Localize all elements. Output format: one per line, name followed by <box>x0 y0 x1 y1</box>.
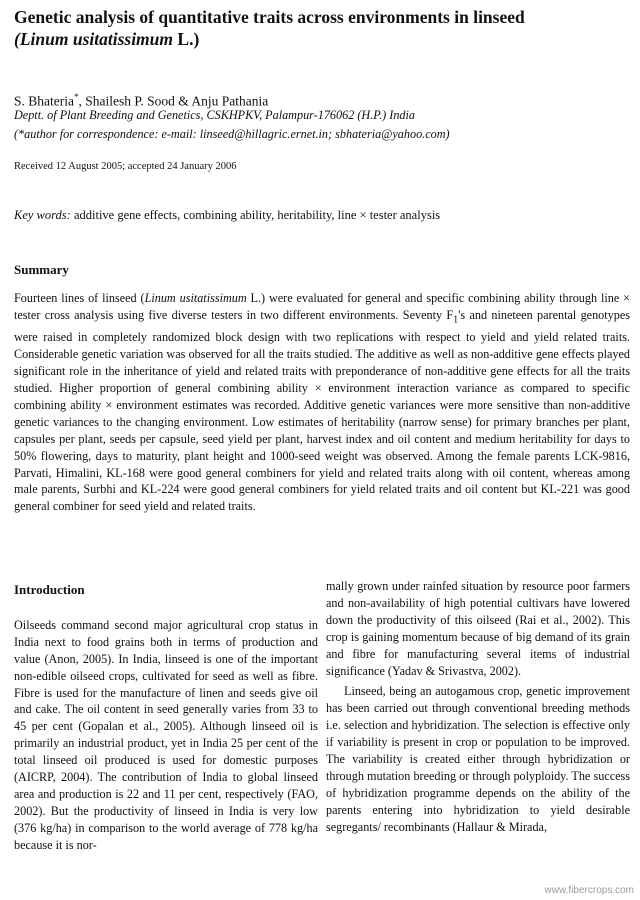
intro-right-paragraph-1: mally grown under rainfed situation by resource poor farmers and non-availability of high potential cultivars have lowered down the productivity of this oilseed (Rai et al., 2002). This crop is gaining momentum because of big demand of its grain and fibre for manufacturing several items of industrial significance (Yadav & Srivastva, 2002). <box>326 579 630 678</box>
intro-right-paragraph-2: Linseed, being an autogamous crop, genetic improvement has been carried out through conventional breeding methods i.e. selection and hybridization. The selection is effective only if variability is present in crop or population to be improved. The variability is created either through hybridization or through mutation breeding or through polyploidy. The success of hybridization programme depends on the ability of the parents entering into hybridization to yield desirable segregants/ recombinants (Hallaur & Mirada, <box>326 684 630 834</box>
summary-paragraph <box>14 290 630 515</box>
keywords-line <box>14 207 624 223</box>
summary-species: Linum usitatissimum <box>144 291 247 305</box>
left-column <box>14 578 318 854</box>
summary-subscript: 1 <box>453 314 459 326</box>
received-dates: Received 12 August 2005; accepted 24 January 2006 <box>14 161 237 172</box>
intro-left-paragraph: Oilseeds command second major agricultural crop status in India next to food grains both in terms of production and value (Anon, 2005). In India, linseed is one of the important non-edible oilseed crops, cultivated for seed as well as fibre. Fibre is used for the manufacture of linen and seeds give oil and cake. The oil content in seed generally varies from 33 to 45 per cent (Gopalan et al., 2005). Although linseed oil is primarily an industrial product, yet in India 25 per cent of the total linseed oil produced is used for domestic purposes (AICRP, 2004). The contribution of India to global linseed area and production is 22 and 11 per cent, respectively (FAO, 2002). But the productivity of linseed in India is very low (376 kg/ha) in comparison to the world average of 778 kg/ha because it is nor- <box>14 617 318 852</box>
corresponding-mark: * <box>74 92 79 102</box>
summary-text-2: L.) were evaluated for general and specific combining ability through line × tester cross analysis using five diverse testers in two different environments. Seventy F <box>14 291 630 322</box>
title-authority: L.) <box>173 29 200 49</box>
article-title <box>14 6 624 50</box>
title-main: Genetic analysis of quantitative traits across environments in linseed <box>14 7 525 27</box>
introduction-heading: Introduction <box>14 582 85 597</box>
keywords-label: Key words: <box>14 208 71 222</box>
site-watermark: www.fibercrops.com <box>544 885 634 896</box>
summary-heading: Summary <box>14 262 69 277</box>
author-first: S. Bhateria <box>14 93 74 109</box>
summary-text-3: 's and nineteen parental genotypes were raised in completely randomized block design with two replications with respect to yield and yield related traits. Considerable genetic variation was observed for all the traits studied. The additive as well as non-additive gene effects played significant role in the inheritance of yield and related traits with preponderance of non-additive gene effects for all the traits studied. Higher proportion of general combining ability × environment interaction variance as compared to specific combining ability × environment estimates was recorded. Additive genetic variances were more sensitive than non-additive genetic variances to the changing environment. Low estimates of heritability (narrow sense) for primary branches per plant, capsules per plant, seeds per capsule, seed yield per plant, harvest index and oil content and medium heritability for days to 50% flowering, days to maturity, plant height and 1000-seed weight was observed. Among the female parents LCK-9816, Parvati, Himalini, KL-168 were good general combiners for yield and related traits along with oil content, whereas among male parents, Surbhi and KL-224 were good general combiners for yield related traits and oil content but KL-221 was good general combiner for seed yield and related traits. <box>14 307 630 514</box>
affiliation: Deptt. of Plant Breeding and Genetics, CSKHPKV, Palampur-176062 (H.P.) India <box>14 108 415 122</box>
summary-text-1: Fourteen lines of linseed ( <box>14 291 145 305</box>
correspondence-note: (*author for correspondence: e-mail: linseed@hillagric.ernet.in; sbhateria@yahoo.com) <box>14 127 450 141</box>
title-species: (Linum usitatissimum <box>14 29 174 49</box>
keywords-text: additive gene effects, combining ability, heritability, line × tester analysis <box>70 208 441 222</box>
author-rest: , Shailesh P. Sood & Anju Pathania <box>78 93 269 109</box>
right-column <box>326 578 630 836</box>
